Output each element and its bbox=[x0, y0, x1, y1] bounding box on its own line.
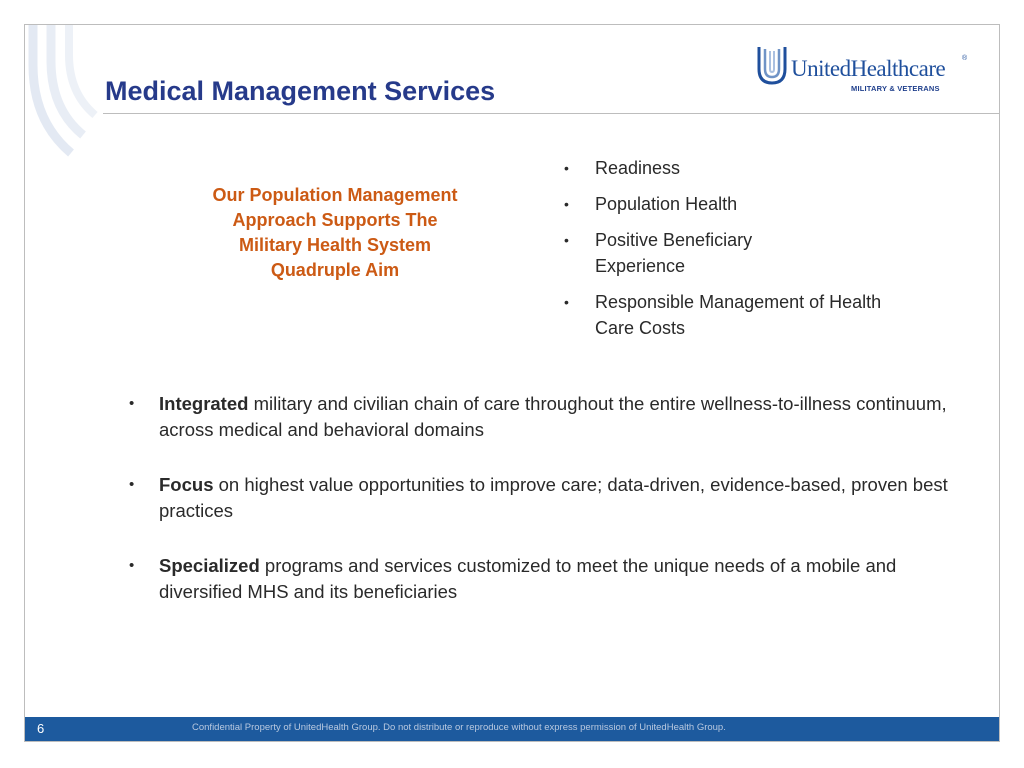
logo-subtitle: MILITARY & VETERANS bbox=[851, 84, 940, 93]
page-number: 6 bbox=[37, 721, 45, 736]
slide bbox=[24, 24, 1000, 742]
aim-item-readiness bbox=[559, 155, 899, 181]
callout-line: Quadruple Aim bbox=[270, 260, 400, 280]
point-integrated bbox=[123, 391, 963, 443]
bullet-icon: • bbox=[564, 294, 569, 310]
aim-label: Positive Beneficiary Experience bbox=[595, 230, 753, 276]
aim-item-cost-management bbox=[559, 289, 899, 341]
slide-title: Medical Management Services bbox=[105, 76, 496, 106]
unitedhealthcare-logo bbox=[755, 41, 975, 97]
point-lead: Focus bbox=[159, 474, 214, 495]
point-lead: Specialized bbox=[159, 555, 260, 576]
point-lead: Integrated bbox=[159, 393, 249, 414]
point-text: programs and services customized to meet the unique needs of a mobile and diversified MHS and its beneficiaries bbox=[159, 555, 897, 602]
aim-item-beneficiary-experience bbox=[559, 227, 825, 279]
footer-bar bbox=[25, 717, 999, 741]
title-divider bbox=[103, 113, 999, 114]
callout-line: Approach Supports The bbox=[232, 210, 438, 230]
aim-label: Readiness bbox=[595, 158, 681, 178]
logo-wordmark: UnitedHealthcare bbox=[791, 56, 946, 81]
callout-line: Military Health System bbox=[238, 235, 432, 255]
unitedhealthcare-u-logo-icon bbox=[755, 41, 789, 87]
confidentiality-notice: Confidential Property of UnitedHealth Group. Do not distribute or reproduce without express permission of UnitedHealth Group. bbox=[192, 722, 726, 733]
quadruple-aim-callout bbox=[175, 183, 495, 283]
point-text: military and civilian chain of care throughout the entire wellness-to-illness continuum, across medical and behavioral domains bbox=[159, 393, 947, 440]
corner-swoosh-decoration bbox=[25, 25, 111, 175]
bullet-icon: • bbox=[564, 232, 569, 248]
point-specialized bbox=[123, 553, 963, 605]
bullet-icon: • bbox=[129, 557, 135, 574]
aim-label: Responsible Management of Health Care Costs bbox=[595, 292, 882, 338]
point-focus bbox=[123, 472, 963, 524]
callout-line: Our Population Management bbox=[212, 185, 458, 205]
aim-label: Population Health bbox=[595, 194, 738, 214]
bullet-icon: • bbox=[564, 160, 569, 176]
registered-mark: ® bbox=[962, 55, 968, 62]
bullet-icon: • bbox=[564, 196, 569, 212]
point-text: on highest value opportunities to improve care; data-driven, evidence-based, proven best practices bbox=[159, 474, 948, 521]
bullet-icon: • bbox=[129, 476, 135, 493]
quadruple-aim-list bbox=[559, 155, 899, 351]
aim-item-population-health bbox=[559, 191, 899, 217]
bullet-icon: • bbox=[129, 395, 135, 412]
service-points-list bbox=[123, 391, 963, 634]
